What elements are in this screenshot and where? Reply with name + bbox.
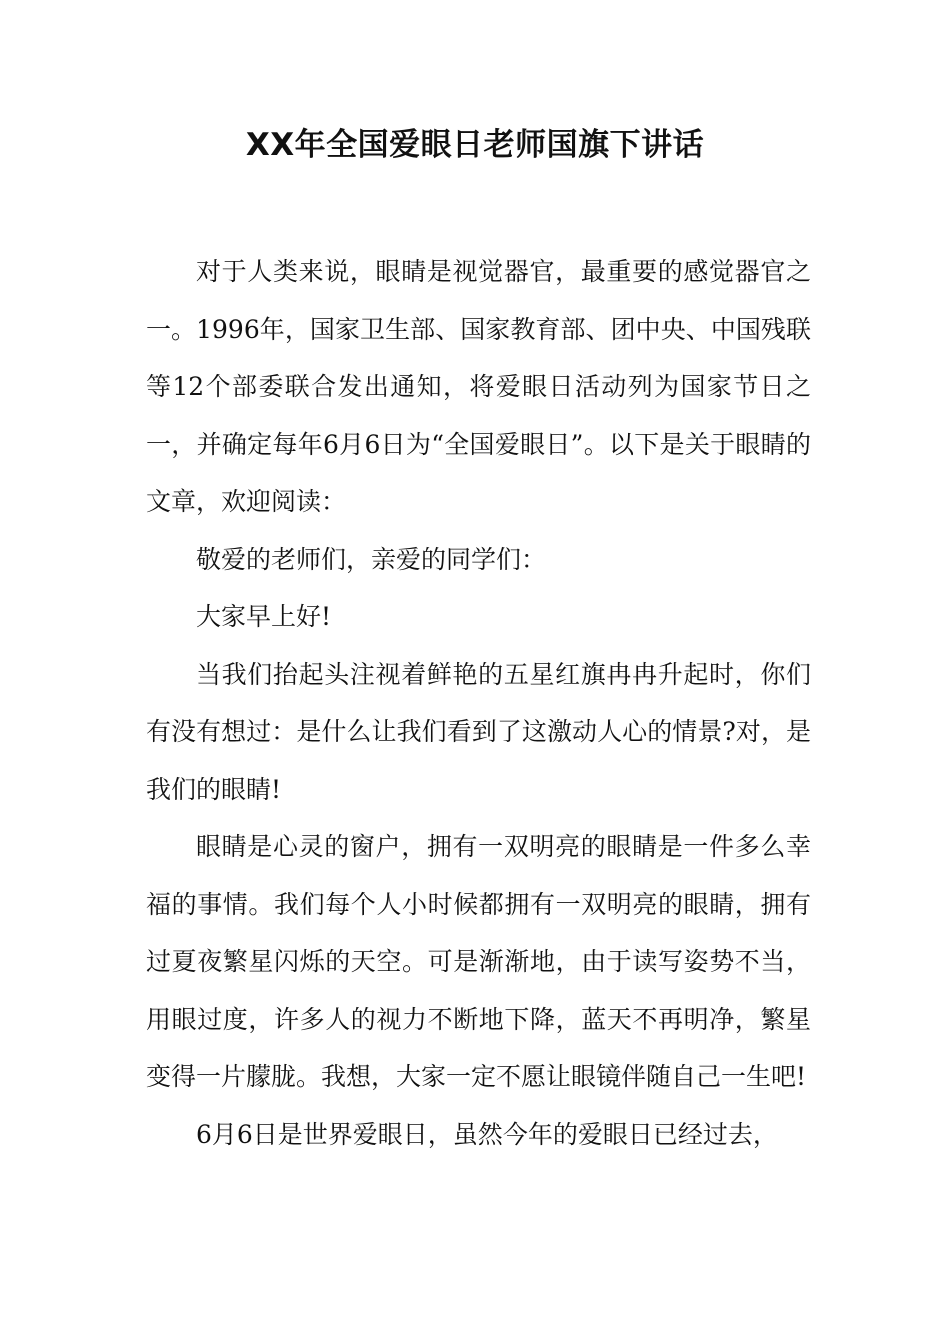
paragraph-intro: 对于人类来说，眼睛是视觉器官，最重要的感觉器官之一。1996年，国家卫生部、国家教育部、团中央、中国残联等12个部委联合发出通知，将爱眼日活动列为国家节日之一，并确定每年6月6日为“全国爱眼日”。以下是关于眼睛的文章，欢迎阅读： [146, 257, 811, 516]
paragraph-flag: 当我们抬起头注视着鲜艳的五星红旗冉冉升起时，你们有没有想过：是什么让我们看到了这激动人心的情景?对，是我们的眼睛! [146, 659, 811, 804]
paragraph-greeting: 大家早上好! [196, 602, 332, 631]
paragraph-salutation: 敬爱的老师们，亲爱的同学们： [196, 544, 547, 574]
document-title: XX年全国爱眼日老师国旗下讲话 [245, 127, 705, 163]
paragraph-eye-day: 6月6日是世界爱眼日，虽然今年的爱眼日已经过去， [196, 1119, 778, 1149]
document-body [146, 243, 811, 1163]
paragraph-eyes: 眼睛是心灵的窗户，拥有一双明亮的眼睛是一件多么幸福的事情。我们每个人小时候都拥有一双明亮的眼睛，拥有过夏夜繁星闪烁的天空。可是渐渐地，由于读写姿势不当，用眼过度，许多人的视力不断地下降，蓝天不再明净，繁星变得一片朦胧。我想，大家一定不愿让眼镜伴随自己一生吧! [146, 832, 811, 1091]
